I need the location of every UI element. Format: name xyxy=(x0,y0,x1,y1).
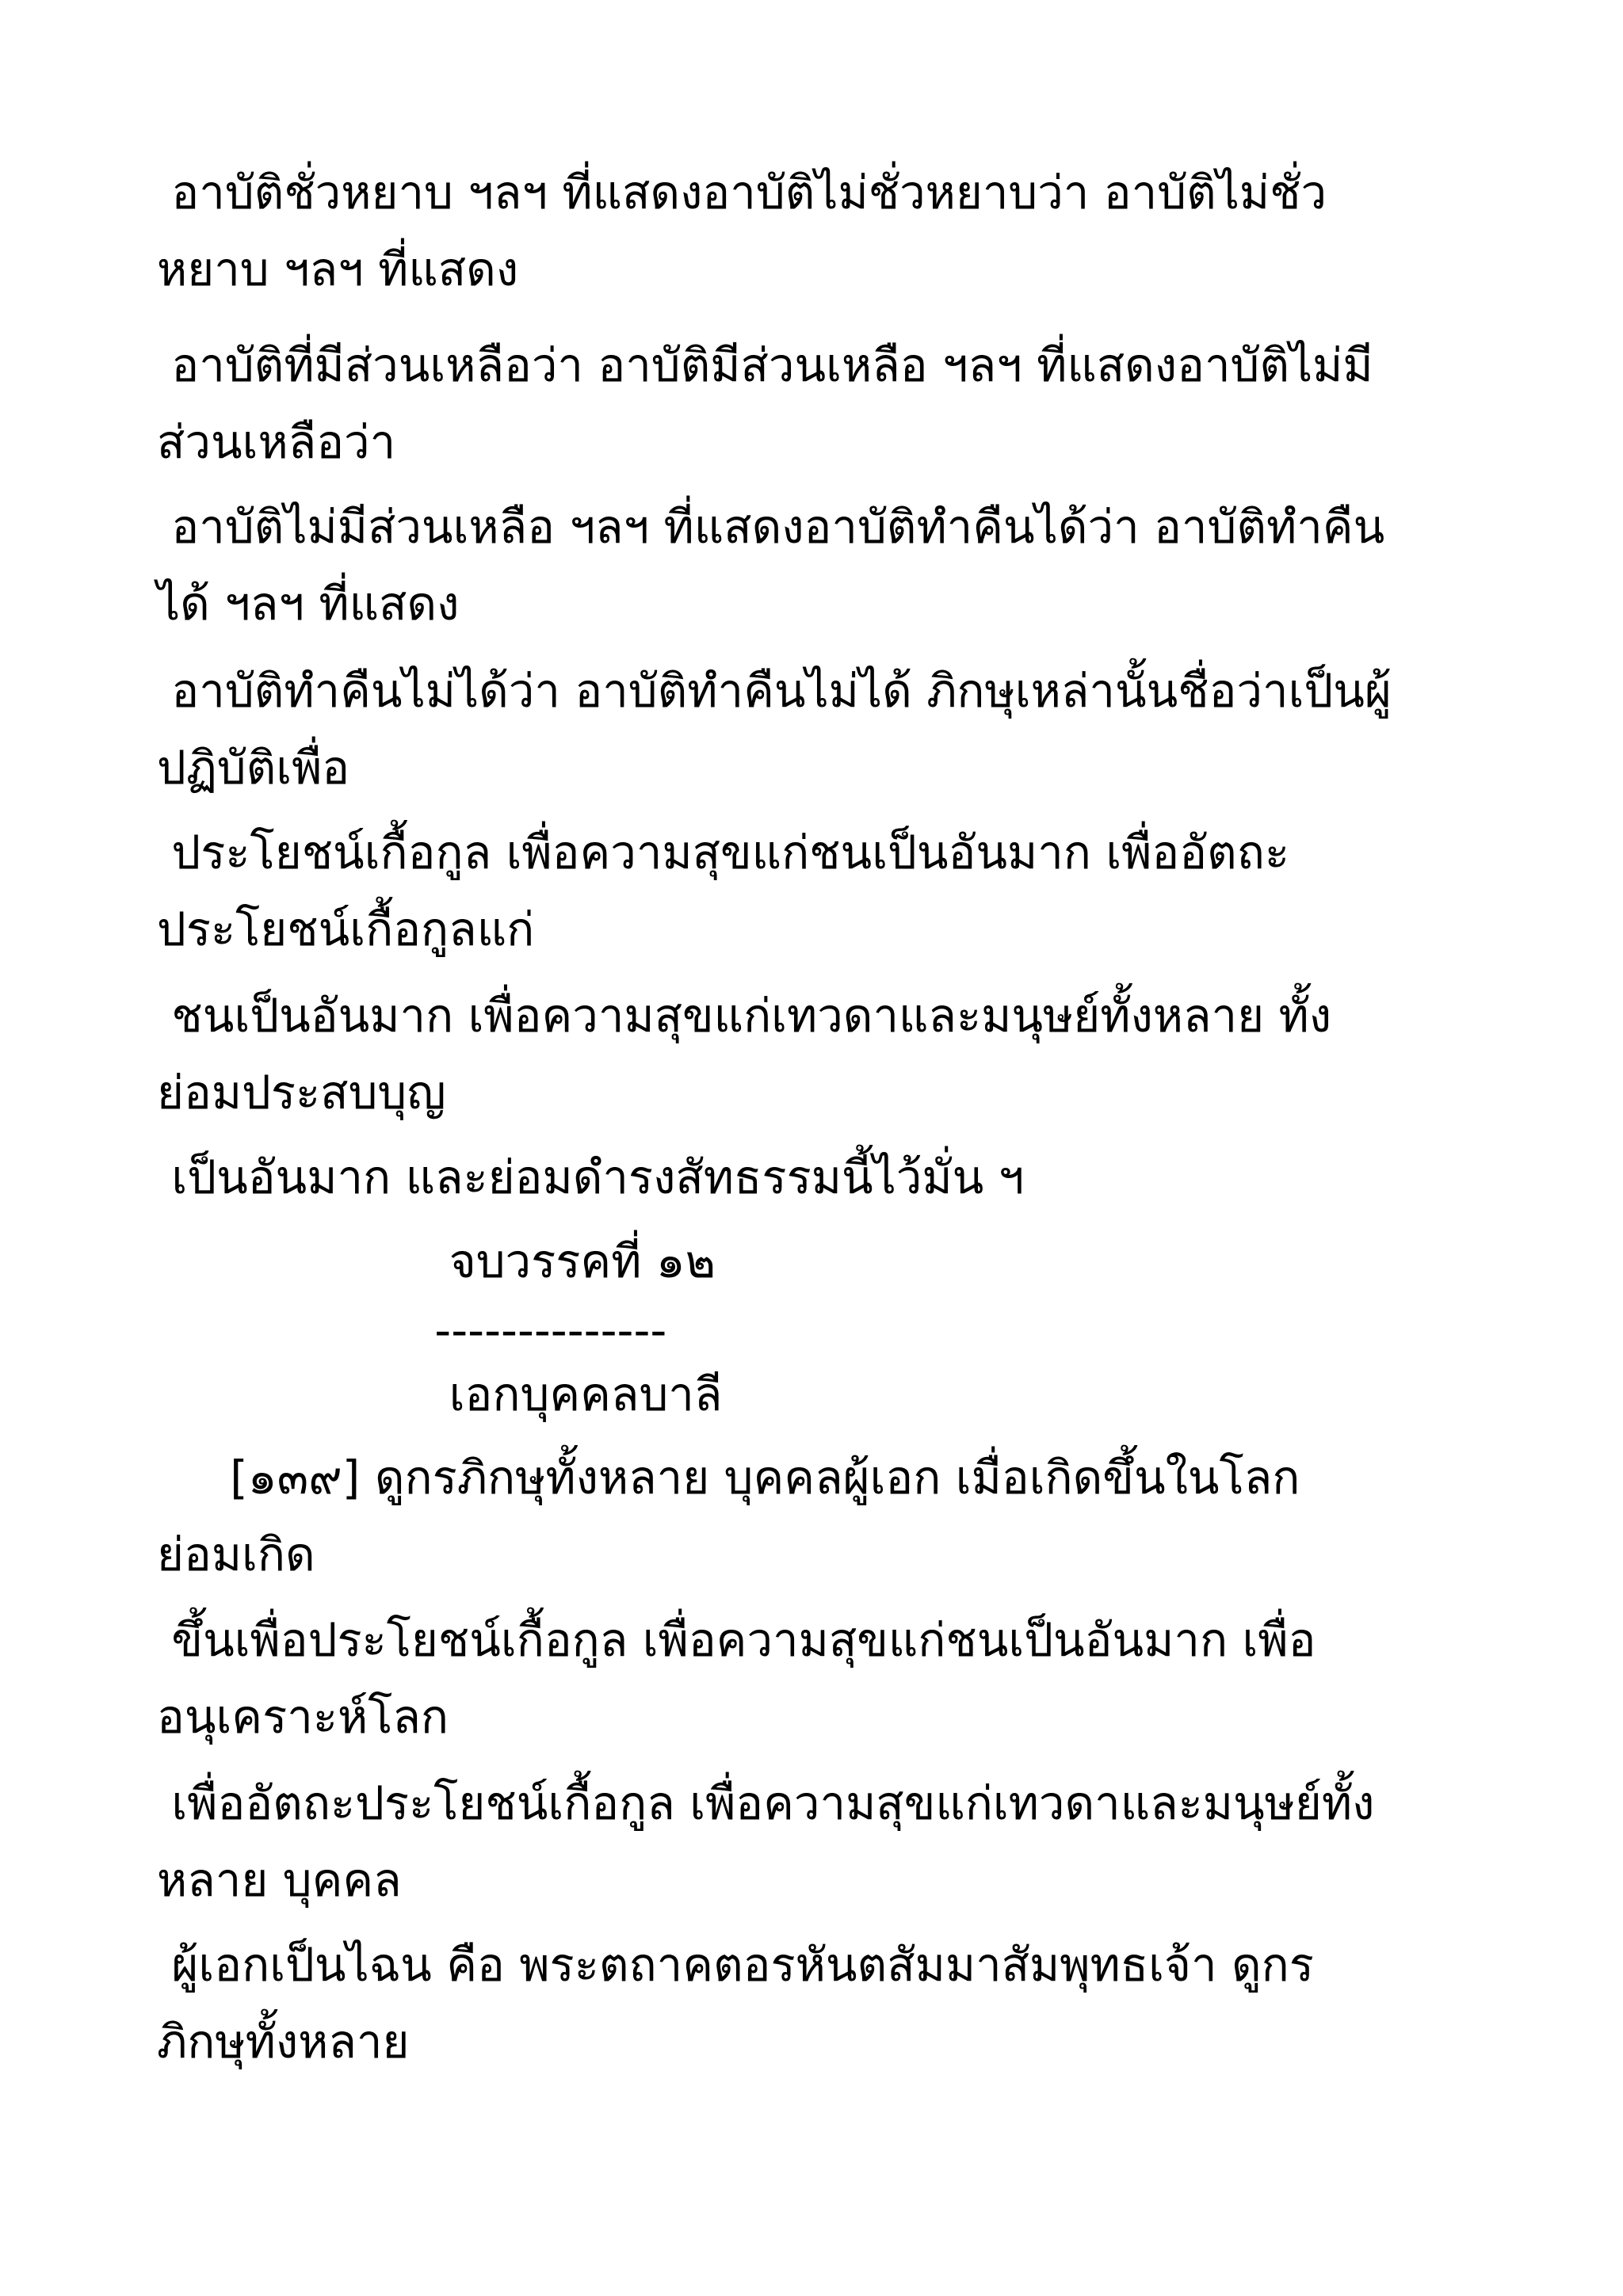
chapter-end-heading: จบวรรคที่ ๑๒ xyxy=(157,1234,716,1288)
text-line: ย่อมประสบบุญ xyxy=(157,1066,446,1119)
separator-line: -------------- xyxy=(157,1303,667,1357)
text-line: ประโยชน์เกื้อกูล เพื่อความสุขแก่ชนเป็นอันมาก เพื่ออัตถะ xyxy=(157,826,1289,879)
text-line: อาบัติที่มีส่วนเหลือว่า อาบัติมีส่วนเหลือ ฯลฯ ที่แสดงอาบัติไม่มี xyxy=(157,338,1373,392)
text-line: ประโยชน์เกื้อกูลแก่ xyxy=(157,902,535,956)
text-line: ได้ ฯลฯ ที่แสดง xyxy=(157,577,460,631)
text-line: ผู้เอกเป็นไฉน คือ พระตถาคตอรหันตสัมมาสัมพุทธเจ้า ดูกร xyxy=(157,1938,1314,1992)
text-line: อาบัติไม่มีส่วนเหลือ ฯลฯ ที่แสดงอาบัติทำคืนได้ว่า อาบัติทำคืน xyxy=(157,500,1385,554)
text-line: หลาย บุคคล xyxy=(157,1853,402,1907)
text-line: อาบัติทำคืนไม่ได้ว่า อาบัติทำคืนไม่ได้ ภิกษุเหล่านั้นชื่อว่าเป็นผู้ xyxy=(157,664,1392,718)
text-line: ชนเป็นอันมาก เพื่อความสุขแก่เทวดาและมนุษย์ทั้งหลาย ทั้ง xyxy=(157,989,1332,1043)
text-line: ส่วนเหลือว่า xyxy=(157,415,396,469)
text-line: อนุเคราะห์โลก xyxy=(157,1690,449,1744)
text-line: ขึ้นเพื่อประโยชน์เกื้อกูล เพื่อความสุขแก่ชนเป็นอันมาก เพื่อ xyxy=(157,1613,1316,1667)
text-line: เป็นอันมาก และย่อมดำรงสัทธรรมนี้ไว้มั่น ฯ xyxy=(157,1150,1025,1204)
text-line: [๑๓๙] ดูกรภิกษุทั้งหลาย บุคคลผู้เอก เมื่อเกิดขึ้นในโลก xyxy=(157,1451,1300,1505)
text-line: หยาบ ฯลฯ ที่แสดง xyxy=(157,242,519,296)
text-line: ปฏิบัติเพื่อ xyxy=(157,741,350,795)
section-heading: เอกบุคคลบาลี xyxy=(157,1367,723,1421)
text-line: เพื่ออัตถะประโยชน์เกื้อกูล เพื่อความสุขแก่เทวดาและมนุษย์ทั้ง xyxy=(157,1776,1375,1830)
text-line: อาบัติชั่วหยาบ ฯลฯ ที่แสดงอาบัติไม่ชั่วหยาบว่า อาบัติไม่ชั่ว xyxy=(157,166,1327,219)
text-line: ย่อมเกิด xyxy=(157,1527,315,1581)
text-line: ภิกษุทั้งหลาย xyxy=(157,2015,410,2069)
